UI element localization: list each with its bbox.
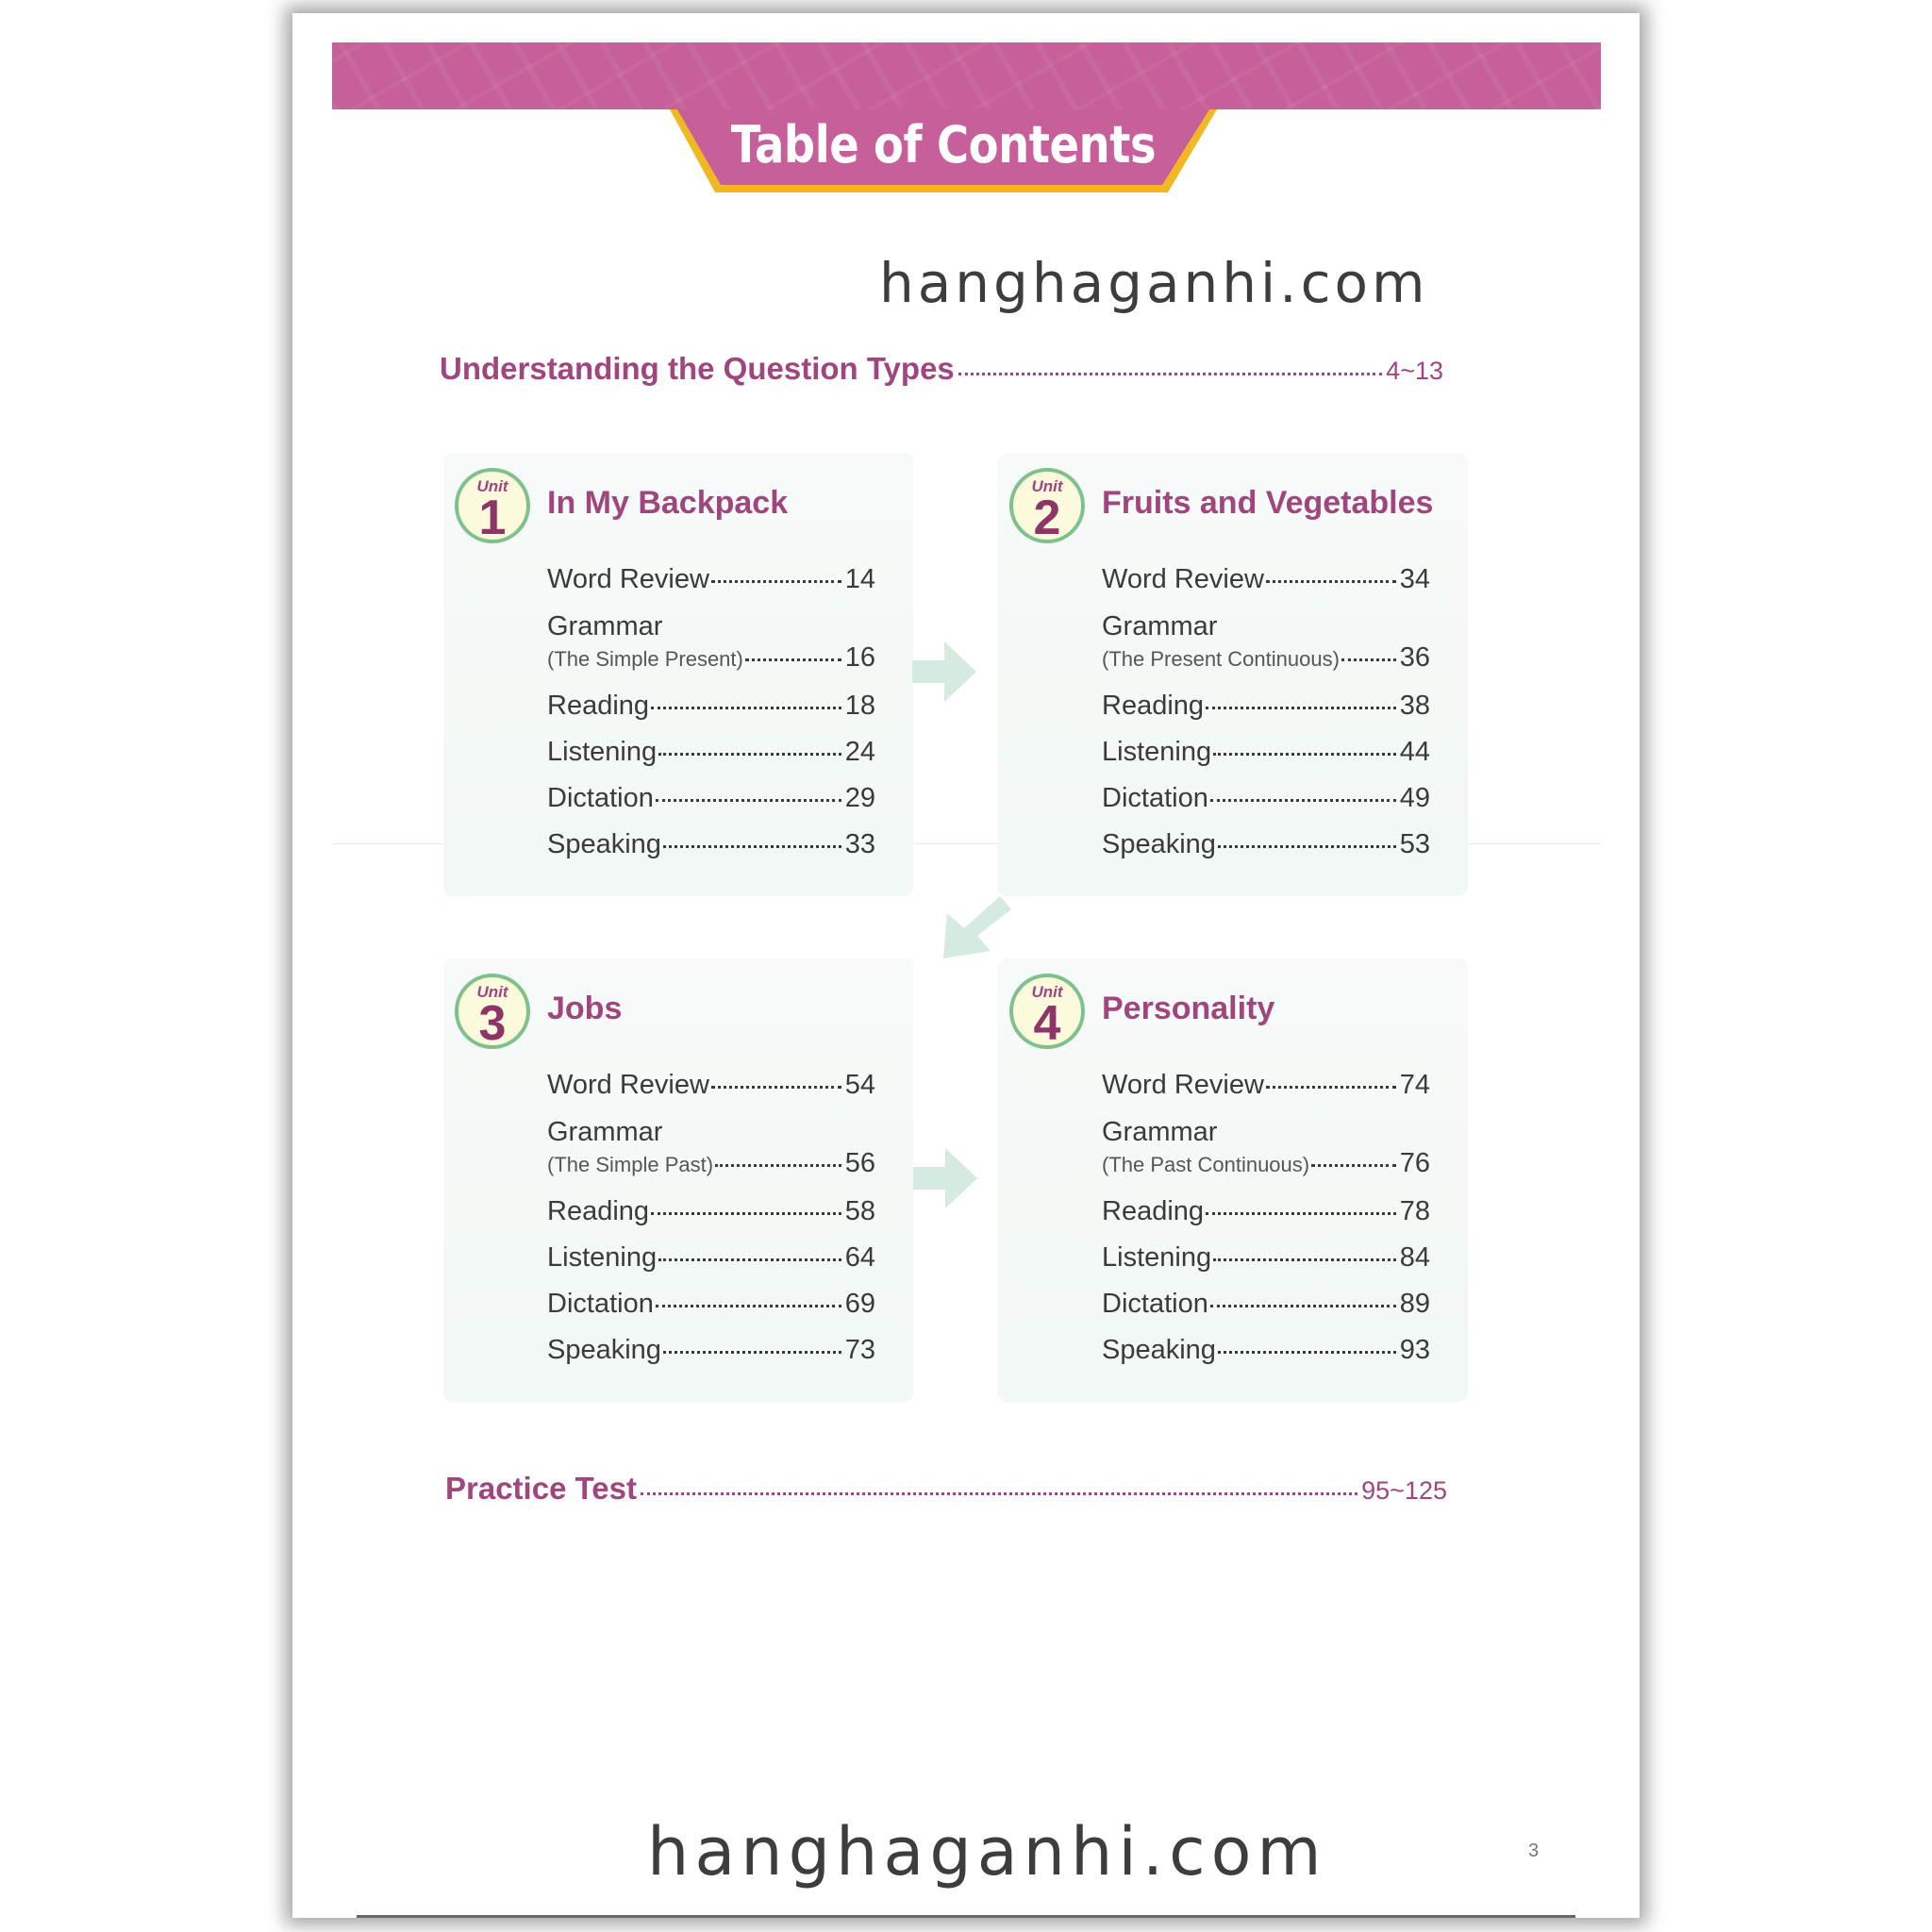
unit-word: Unit (476, 983, 508, 1001)
dot-leader (1218, 1351, 1396, 1354)
entry-label: Grammar (1102, 1117, 1218, 1147)
arrow-right-icon (913, 1148, 979, 1208)
entry-speaking[interactable] (547, 1335, 875, 1381)
entry-page: 24 (844, 737, 875, 767)
entry-label: Dictation (1102, 1289, 1208, 1319)
entry-word-review[interactable] (547, 1070, 875, 1116)
watermark-bottom: hanghaganhi.com (647, 1813, 1327, 1890)
dot-leader (1206, 707, 1396, 709)
entry-dictation[interactable] (547, 783, 875, 829)
unit-panel-2 (998, 453, 1468, 896)
entry-dictation[interactable] (1102, 1289, 1430, 1335)
entry-listening[interactable] (547, 737, 875, 783)
unit-title[interactable]: Fruits and Vegetables (1102, 485, 1434, 521)
dot-leader (1266, 1086, 1396, 1089)
unit-word: Unit (476, 477, 508, 495)
entry-page: 49 (1399, 783, 1430, 813)
entry-page: 56 (844, 1148, 875, 1178)
entry-page: 14 (844, 564, 875, 594)
entry-sublabel: (The Present Continuous) (1102, 647, 1340, 671)
entry-sublabel: (The Past Continuous) (1102, 1153, 1310, 1176)
unit-badge (455, 468, 530, 543)
entry-page: 74 (1399, 1070, 1430, 1100)
entry-label: Dictation (547, 783, 654, 813)
entry-page: 78 (1399, 1196, 1430, 1226)
entry-page: 69 (844, 1289, 875, 1319)
dot-leader (1206, 1212, 1396, 1215)
dot-leader (1341, 658, 1396, 661)
unit-entries (1102, 1070, 1430, 1381)
dot-leader (711, 580, 841, 583)
entry-word-review[interactable] (547, 564, 875, 610)
entry-sublabel: (The Simple Present) (547, 647, 743, 671)
entry-dictation[interactable] (547, 1289, 875, 1335)
entry-label: Dictation (547, 1289, 654, 1319)
unit-number: 4 (1033, 996, 1061, 1051)
dot-leader (1213, 753, 1396, 756)
entry-page: 53 (1399, 829, 1430, 859)
entry-page: 36 (1399, 642, 1430, 673)
entry-page: 84 (1399, 1242, 1430, 1273)
entry-grammar[interactable] (1102, 1116, 1430, 1196)
entry-speaking[interactable] (1102, 1335, 1430, 1381)
page-bottom-edge (357, 1915, 1575, 1918)
unit-badge (1009, 974, 1085, 1049)
unit-title[interactable]: In My Backpack (547, 485, 789, 521)
entry-label: Word Review (1102, 564, 1264, 594)
dot-leader (745, 658, 841, 661)
entry-page: 64 (844, 1242, 875, 1273)
entry-label: Listening (547, 737, 658, 767)
unit-title[interactable]: Jobs (547, 991, 623, 1026)
toc-row-practice-test[interactable] (445, 1471, 1447, 1507)
entry-page: 38 (1399, 691, 1430, 721)
entry-speaking[interactable] (547, 829, 875, 875)
dot-leader (663, 1351, 841, 1354)
unit-word: Unit (1031, 477, 1063, 495)
unit-badge (455, 974, 530, 1049)
header-banner (332, 42, 1601, 109)
entry-label: Reading (547, 1196, 650, 1226)
entry-label: Dictation (1102, 783, 1208, 813)
arrow-down-left-icon (943, 896, 1011, 958)
toc-row-pages: 4~13 (1386, 357, 1443, 385)
unit-number: 3 (478, 996, 507, 1051)
toc-row-pages: 95~125 (1361, 1476, 1447, 1505)
arrow-right-icon (912, 641, 978, 702)
dot-leader (663, 845, 841, 848)
dot-leader (958, 373, 1382, 375)
entry-label: Grammar (547, 611, 663, 641)
unit-entries (1102, 564, 1430, 875)
entry-speaking[interactable] (1102, 829, 1430, 875)
dot-leader (651, 707, 841, 709)
entry-page: 73 (844, 1335, 875, 1365)
dot-leader (658, 753, 841, 756)
unit-title[interactable]: Personality (1102, 991, 1275, 1026)
entry-grammar[interactable] (547, 610, 875, 691)
entry-label: Listening (1102, 737, 1212, 767)
unit-badge (1009, 468, 1085, 543)
unit-entries (547, 564, 875, 875)
entry-label: Listening (1102, 1242, 1212, 1273)
entry-reading[interactable] (1102, 691, 1430, 737)
entry-page: 76 (1399, 1148, 1430, 1178)
entry-label: Listening (547, 1242, 658, 1273)
entry-label: Speaking (547, 1335, 661, 1365)
dot-leader (1210, 799, 1396, 802)
dot-leader (1311, 1164, 1396, 1167)
entry-label: Reading (547, 691, 650, 721)
entry-dictation[interactable] (1102, 783, 1430, 829)
entry-page: 33 (844, 829, 875, 859)
entry-listening[interactable] (547, 1242, 875, 1289)
unit-entries (547, 1070, 875, 1381)
unit-number: 1 (478, 491, 507, 545)
entry-reading[interactable] (547, 1196, 875, 1242)
book-page (292, 13, 1640, 1918)
entry-page: 93 (1399, 1335, 1430, 1365)
entry-label: Reading (1102, 691, 1205, 721)
entry-page: 44 (1399, 737, 1430, 767)
entry-reading[interactable] (1102, 1196, 1430, 1242)
toc-row-label: Practice Test (445, 1471, 637, 1506)
entry-label: Speaking (547, 829, 661, 859)
dot-leader (651, 1212, 841, 1215)
unit-panel-4 (998, 958, 1468, 1402)
entry-reading[interactable] (547, 691, 875, 737)
entry-label: Grammar (1102, 611, 1218, 641)
page-title: Table of Contents (730, 115, 1157, 175)
title-tab (670, 109, 1217, 204)
entry-listening[interactable] (1102, 1242, 1430, 1289)
entry-listening[interactable] (1102, 737, 1430, 783)
entry-word-review[interactable] (1102, 1070, 1430, 1116)
entry-grammar[interactable] (1102, 610, 1430, 691)
entry-label: Grammar (547, 1117, 663, 1147)
entry-sublabel: (The Simple Past) (547, 1153, 714, 1176)
entry-page: 54 (844, 1070, 875, 1100)
page-number: 3 (1528, 1840, 1540, 1861)
unit-panel-3 (443, 958, 913, 1402)
entry-label: Word Review (547, 564, 709, 594)
dot-leader (1218, 845, 1396, 848)
entry-page: 16 (844, 642, 875, 673)
unit-word: Unit (1031, 983, 1063, 1001)
dot-leader (1213, 1258, 1396, 1261)
entry-label: Word Review (1102, 1070, 1264, 1100)
unit-panel-1 (443, 453, 913, 896)
entry-label: Speaking (1102, 1335, 1216, 1365)
dot-leader (711, 1086, 841, 1089)
entry-page: 34 (1399, 564, 1430, 594)
dot-leader (656, 1305, 841, 1307)
dot-leader (1210, 1305, 1396, 1307)
entry-label: Speaking (1102, 829, 1216, 859)
entry-page: 58 (844, 1196, 875, 1226)
entry-page: 89 (1399, 1289, 1430, 1319)
entry-page: 29 (844, 783, 875, 813)
dot-leader (641, 1492, 1357, 1495)
toc-row-label: Understanding the Question Types (440, 351, 955, 386)
entry-grammar[interactable] (547, 1116, 875, 1196)
dot-leader (1266, 580, 1396, 583)
watermark-top: hanghaganhi.com (879, 251, 1429, 315)
entry-word-review[interactable] (1102, 564, 1430, 610)
dot-leader (656, 799, 841, 802)
entry-label: Reading (1102, 1196, 1205, 1226)
dot-leader (658, 1258, 841, 1261)
toc-row-question-types[interactable] (440, 351, 1443, 387)
dot-leader (715, 1164, 841, 1167)
entry-page: 18 (844, 691, 875, 721)
entry-label: Word Review (547, 1070, 709, 1100)
unit-number: 2 (1033, 491, 1061, 545)
